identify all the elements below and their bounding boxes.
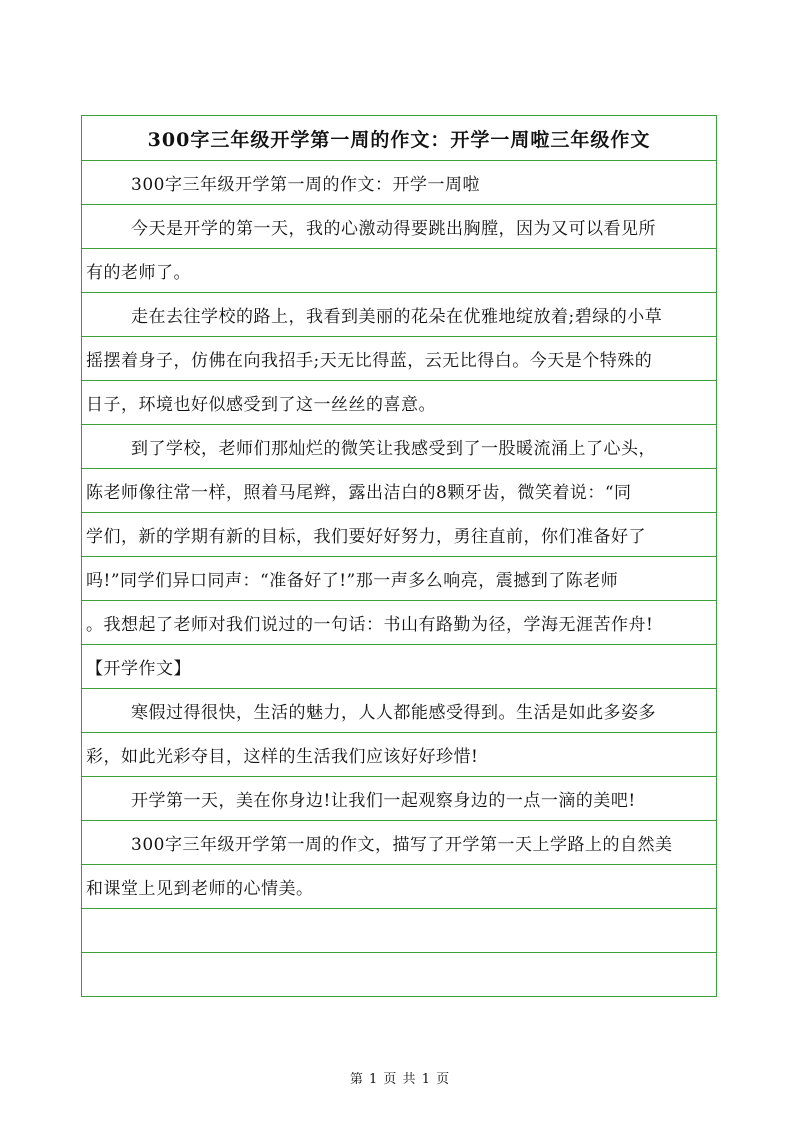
text-line: 走在去往学校的路上，我看到美丽的花朵在优雅地绽放着;碧绿的小草 bbox=[82, 292, 716, 336]
text-line: 300字三年级开学第一周的作文：开学一周啦 bbox=[82, 160, 716, 204]
text-line: 开学第一天，美在你身边!让我们一起观察身边的一点一滴的美吧! bbox=[82, 776, 716, 820]
document-table bbox=[81, 115, 717, 997]
text-line: 。我想起了老师对我们说过的一句话：书山有路勤为径，学海无涯苦作舟! bbox=[82, 600, 716, 644]
page-number: 第 1 页 共 1 页 bbox=[349, 1072, 451, 1087]
text-line: 日子，环境也好似感受到了这一丝丝的喜意。 bbox=[82, 380, 716, 424]
text-line: 摇摆着身子，仿佛在向我招手;天无比得蓝，云无比得白。今天是个特殊的 bbox=[82, 336, 716, 380]
text-line: 到了学校，老师们那灿烂的微笑让我感受到了一股暖流涌上了心头， bbox=[82, 424, 716, 468]
section-heading: 【开学作文】 bbox=[82, 644, 716, 688]
empty-row bbox=[82, 952, 716, 996]
text-line: 300字三年级开学第一周的作文，描写了开学第一天上学路上的自然美 bbox=[82, 820, 716, 864]
text-line: 彩，如此光彩夺目，这样的生活我们应该好好珍惜! bbox=[82, 732, 716, 776]
text-line: 有的老师了。 bbox=[82, 248, 716, 292]
empty-row bbox=[82, 908, 716, 952]
document-title: 300字三年级开学第一周的作文：开学一周啦三年级作文 bbox=[147, 128, 651, 151]
text-line: 和课堂上见到老师的心情美。 bbox=[82, 864, 716, 908]
text-line: 陈老师像往常一样，照着马尾辫，露出洁白的8颗牙齿，微笑着说：“同 bbox=[82, 468, 716, 512]
text-line: 今天是开学的第一天，我的心激动得要跳出胸膛，因为又可以看见所 bbox=[82, 204, 716, 248]
text-line: 寒假过得很快，生活的魅力，人人都能感受得到。生活是如此多姿多 bbox=[82, 688, 716, 732]
text-line: 学们，新的学期有新的目标，我们要好好努力，勇往直前，你们准备好了 bbox=[82, 512, 716, 556]
text-line: 吗!”同学们异口同声：“准备好了!”那一声多么响亮，震撼到了陈老师 bbox=[82, 556, 716, 600]
